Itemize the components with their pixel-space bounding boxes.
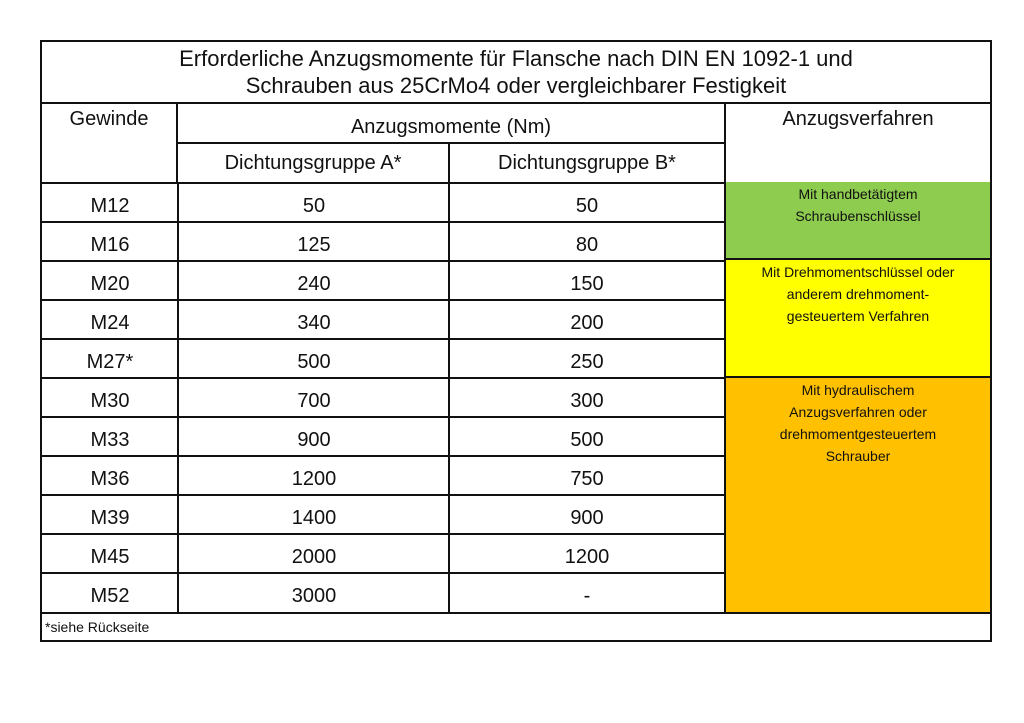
method-text: Mit Drehmomentschlüssel oder [761,264,955,280]
table-row [42,301,724,340]
header-torques: Anzugsmomente (Nm) [178,104,724,144]
cell-group-b: - [583,585,591,607]
method-manual-wrench [724,182,990,260]
method-text: Mit hydraulischem [801,382,915,398]
cell-group-a: 900 [297,429,331,451]
method-hydraulic [724,378,990,612]
cell-thread: M16 [90,234,130,256]
table-row [42,496,724,535]
table-row [42,379,724,418]
cell-group-a: 700 [297,390,331,412]
cell-group-b: 80 [575,234,599,256]
method-text: Anzugsverfahren oder [789,404,927,420]
footnote: *siehe Rückseite [42,612,990,640]
cell-thread: M33 [90,429,130,451]
cell-group-a: 125 [297,234,331,256]
cell-group-b: 50 [575,195,599,217]
column-divider [177,182,179,612]
cell-group-a: 1400 [291,507,337,529]
row-divider [42,377,724,379]
column-divider [448,144,450,612]
cell-group-a: 500 [297,351,331,373]
method-text: anderem drehmoment- [786,286,930,302]
cell-group-b: 200 [570,312,604,334]
cell-thread: M12 [90,195,130,217]
table-row [42,223,724,262]
header-group-b: Dichtungsgruppe B* [448,144,724,182]
row-divider [42,260,724,262]
cell-thread: M20 [90,273,130,295]
header-thread: Gewinde [42,104,178,182]
row-divider [42,533,724,535]
row-divider [42,572,724,574]
title-line-1: Erforderliche Anzugsmomente für Flansche nach DIN EN 1092-1 und [179,46,853,71]
cell-group-a: 3000 [291,585,337,607]
cell-group-a: 340 [297,312,331,334]
cell-group-a: 2000 [291,546,337,568]
cell-thread: M24 [90,312,130,334]
row-divider [42,416,724,418]
cell-group-b: 300 [570,390,604,412]
table-row [42,262,724,301]
table-row [42,184,724,223]
table-row [42,457,724,496]
cell-group-b: 250 [570,351,604,373]
method-text: drehmomentgesteuertem [779,426,937,442]
table-row [42,340,724,379]
cell-thread: M36 [90,468,130,490]
cell-group-a: 240 [297,273,331,295]
cell-thread: M52 [90,585,130,607]
torque-table [40,40,992,642]
cell-group-b: 1200 [564,546,610,568]
table-row [42,418,724,457]
table-row [42,574,724,613]
row-divider [42,494,724,496]
method-torque-wrench [724,260,990,378]
row-divider [42,338,724,340]
cell-group-b: 150 [570,273,604,295]
cell-group-a: 1200 [291,468,337,490]
cell-thread: M30 [90,390,130,412]
cell-thread: M39 [90,507,130,529]
header-group-a: Dichtungsgruppe A* [224,152,402,174]
title-line-2: Schrauben aus 25CrMo4 oder vergleichbarer Festigkeit [245,73,787,98]
cell-thread: M45 [90,546,130,568]
cell-thread: M27* [86,351,134,373]
table-title [42,42,990,104]
method-text: Schrauber [825,448,891,464]
cell-group-b: 500 [570,429,604,451]
method-text: Schraubenschlüssel [795,208,921,224]
header-procedure: Anzugsverfahren [724,104,990,182]
table-row [42,535,724,574]
method-text: Mit handbetätigtem [798,186,918,202]
row-divider [42,299,724,301]
method-text: gesteuertem Verfahren [786,308,930,324]
cell-group-a: 50 [302,195,326,217]
cell-group-b: 900 [570,507,604,529]
row-divider [42,221,724,223]
row-divider [42,455,724,457]
cell-group-b: 750 [570,468,604,490]
